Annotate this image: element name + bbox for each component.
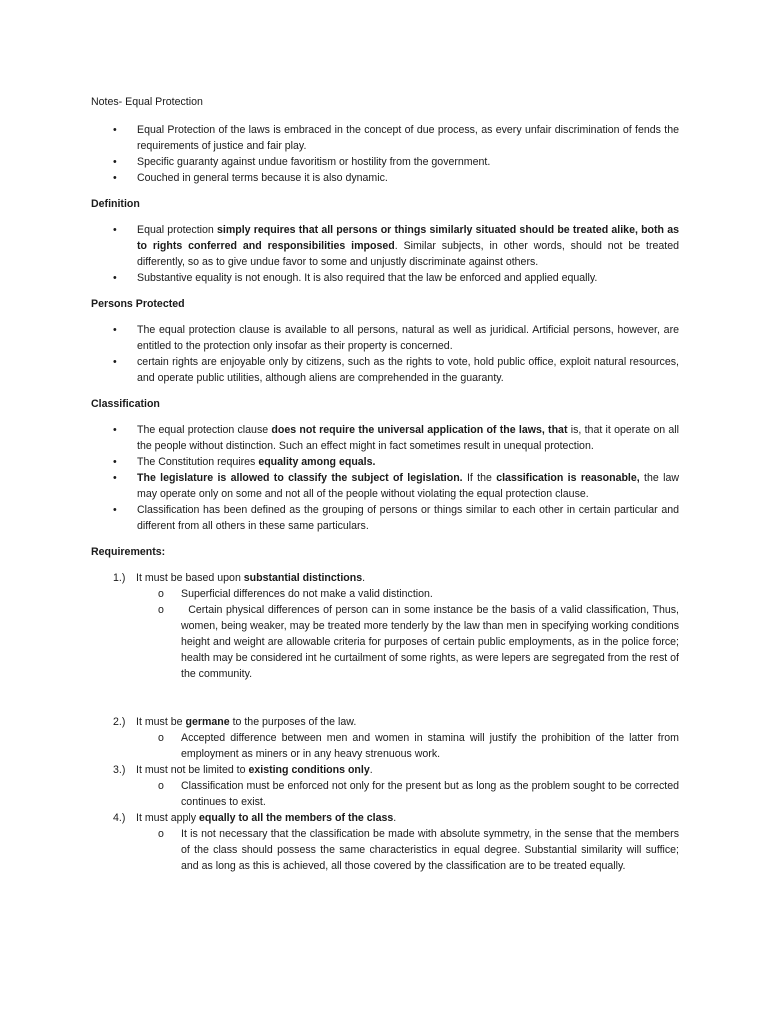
requirements-list	[91, 570, 682, 874]
sub-list-item: o Accepted difference between men and women in stamina will justify the prohibition of the latter from employment as miners or in any heavy strenuous work.	[158, 732, 679, 760]
sub-list	[136, 730, 679, 762]
definition-bullet-list	[91, 222, 679, 286]
requirement-item: 1.) It must be based upon substantial distinctions. o Superficial differences do not make a valid distinction. o Certain physical differences of person can in some instance be the basis of a valid classification, Thus, women, being weaker, may be treated more tenderly by the law than men in specifying working conditions height and weight are allowable criteria for purposes of certain public employments, as in the police force; health may be considered int he curtailment of some rights, as were lepers are segregated from the rest of the community.	[113, 572, 682, 680]
sub-bullet-marker: o	[158, 828, 164, 840]
section-heading-classification: Classification	[91, 398, 160, 410]
section-heading-persons-protected: Persons Protected	[91, 298, 185, 310]
list-item: • Substantive equality is not enough. It is also required that the law be enforced and applied equally.	[113, 272, 598, 284]
requirement-number: 4.)	[113, 812, 126, 824]
bullet-marker: •	[113, 124, 117, 136]
requirement-item: 4.) It must apply equally to all the members of the class. o It is not necessary that the classification be made with absolute symmetry, in the sense that the members of the class should possess the same characteristics in equal degree. Substantial similarity will suffice; and as long as this is achieved, all those covered by the classification are to be treated equally.	[113, 812, 679, 872]
bullet-marker: •	[113, 504, 117, 516]
sub-list	[136, 826, 679, 874]
requirement-item: 3.) It must not be limited to existing conditions only. o Classification must be enforced not only for the present but as long as the problem sought to be corrected continues to exist.	[113, 764, 679, 808]
document-title: Notes- Equal Protection	[91, 96, 203, 108]
bullet-marker: •	[113, 356, 117, 368]
sub-list	[136, 778, 679, 810]
persons-bullet-list	[91, 322, 679, 386]
bullet-marker: •	[113, 156, 117, 168]
list-item: • Equal Protection of the laws is embraced in the concept of due process, as every unfair discrimination of fends the requirements of justice and fair play.	[113, 124, 679, 152]
list-item: • Classification has been defined as the grouping of persons or things similar to each other in certain particular and different from all others in these same particulars.	[113, 504, 679, 532]
section-heading-definition: Definition	[91, 198, 140, 210]
section-heading-requirements: Requirements:	[91, 546, 166, 558]
sub-bullet-marker: o	[158, 588, 164, 600]
sub-bullet-marker: o	[158, 780, 164, 792]
requirement-number: 1.)	[113, 572, 126, 584]
list-item: • The equal protection clause does not require the universal application of the laws, that is, that it operate on all the people without distinction. Such an effect might in fact sometimes result in unequal protection.	[113, 424, 679, 452]
requirement-item: 2.) It must be germane to the purposes of the law. o Accepted difference between men and women in stamina will justify the prohibition of the latter from employment as miners or in any heavy strenuous work.	[113, 716, 679, 760]
list-item: • The equal protection clause is available to all persons, natural as well as juridical. Artificial persons, however, are entitled to the protection only insofar as their property is concerned.	[113, 324, 679, 352]
list-item: • Specific guaranty against undue favoritism or hostility from the government.	[113, 156, 491, 168]
requirement-number: 3.)	[113, 764, 126, 776]
document-content	[91, 94, 682, 874]
sub-list-item: o Certain physical differences of person can in some instance be the basis of a valid classification, Thus, women, being weaker, may be treated more tenderly by the law than men in specifying working conditions height and weight are allowable criteria for purposes of certain public employments, as in the police force; health may be considered int he curtailment of some rights, as were lepers are segregated from the rest of the community.	[158, 604, 682, 680]
bullet-marker: •	[113, 472, 117, 484]
sub-list	[136, 586, 682, 682]
bullet-marker: •	[113, 172, 117, 184]
intro-bullet-list	[91, 122, 679, 186]
sub-bullet-marker: o	[158, 732, 164, 744]
list-item: • The Constitution requires equality among equals.	[113, 456, 376, 468]
sub-list-item: o Classification must be enforced not only for the present but as long as the problem sought to be corrected continues to exist.	[158, 780, 679, 808]
bullet-marker: •	[113, 272, 117, 284]
bullet-marker: •	[113, 324, 117, 336]
sub-bullet-marker: o	[158, 604, 164, 616]
classification-bullet-list	[91, 422, 679, 534]
list-item: • The legislature is allowed to classify the subject of legislation. If the classification is reasonable, the law may operate only on some and not all of the people without violating the equal protection clause.	[113, 472, 679, 500]
list-item: • Equal protection simply requires that all persons or things similarly situated should be treated alike, both as to rights conferred and responsibilities imposed. Similar subjects, in other words, should not be treated differently, so as to give undue favor to some and unjustly discriminate against others.	[113, 224, 679, 268]
sub-list-item: o Superficial differences do not make a valid distinction.	[158, 588, 433, 600]
requirement-number: 2.)	[113, 716, 126, 728]
list-item: • Couched in general terms because it is also dynamic.	[113, 172, 388, 184]
sub-list-item: o It is not necessary that the classification be made with absolute symmetry, in the sense that the members of the class should possess the same characteristics in equal degree. Substantial similarity will suffice; and as long as this is achieved, all those covered by the classification are to be treated equally.	[158, 828, 679, 872]
bullet-marker: •	[113, 224, 117, 236]
bullet-marker: •	[113, 456, 117, 468]
list-item: • certain rights are enjoyable only by citizens, such as the rights to vote, hold public office, exploit natural resources, and operate public utilities, although aliens are comprehended in the guaranty.	[113, 356, 679, 384]
bullet-marker: •	[113, 424, 117, 436]
spacer	[91, 682, 679, 714]
